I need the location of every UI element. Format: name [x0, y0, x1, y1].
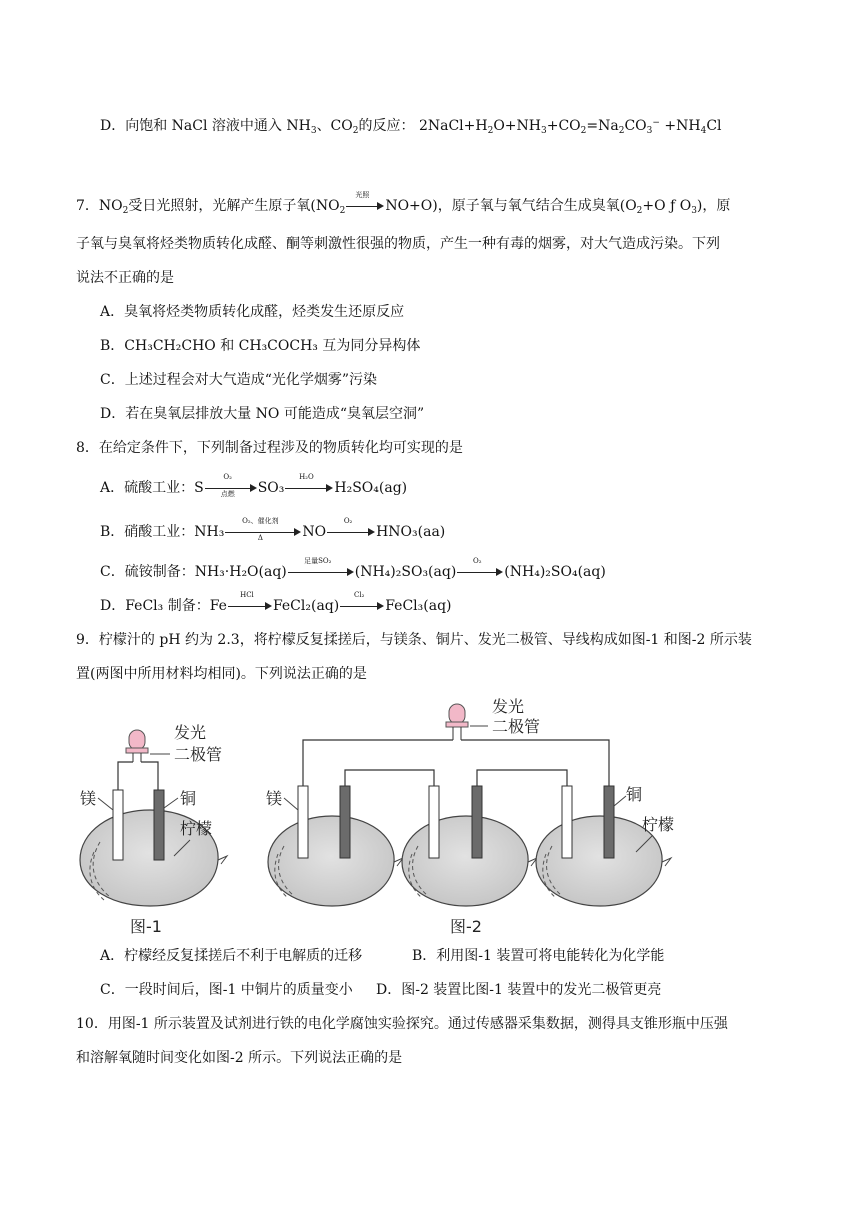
led-icon: [446, 704, 468, 740]
cu-electrode: [154, 790, 164, 860]
fig2-mg-label: 镁: [266, 789, 283, 808]
led2-label-2: 二极管: [492, 717, 541, 736]
q8-option-a: A．硫酸工业：S O₂ 点燃 SO₃ H₂O H₂SO₄(ag): [100, 473, 408, 498]
ozone-eq: $O_2+O$ ƒ $O_3$: [625, 198, 697, 216]
q9-option-b: B．利用图-1 装置可将电能转化为化学能: [412, 948, 665, 964]
lemon-label: 柠檬: [180, 819, 213, 838]
led-label-2: 二极管: [174, 745, 223, 764]
led2-label-1: 发光: [492, 697, 525, 716]
fig2-lemon-label: 柠檬: [642, 815, 675, 834]
q10-line1: 10．用图-1 所示装置及试剂进行铁的电化学腐蚀实验探究。通过传感器采集数据，测得具支锥形瓶中压强: [76, 1016, 728, 1032]
q9-option-d: D．图-2 装置比图-1 装置中的发光二极管更亮: [376, 982, 662, 998]
mg-label: 镁: [80, 789, 97, 808]
q9-option-c: C．一段时间后，图-1 中铜片的质量变小: [100, 982, 353, 998]
q9-line1: 9．柠檬汁的 pH 约为 2.3，将柠檬反复揉搓后，与镁条、铜片、发光二极管、导线构成如图-1 和图-2 所示装: [76, 632, 752, 648]
q9-line2: 置(两图中所用材料均相同)。下列说法正确的是: [76, 666, 367, 682]
q8-stem: 8．在给定条件下，下列制备过程涉及的物质转化均可实现的是: [76, 440, 463, 456]
fig2-caption: 图-2: [450, 917, 482, 936]
fig2-cu-label: 铜: [626, 785, 643, 804]
cu-label: 铜: [180, 789, 197, 808]
q8-option-c: C．硫铵制备：NH₃·H₂O(aq) 足量SO₂ (NH₄)₂SO₃(aq) O₂ (NH₄)₂SO₄(aq): [100, 557, 606, 580]
q6-equation: $2NaCl+H_2O+NH_3+CO_2=Na_2CO_3^- +NH_4Cl$: [418, 118, 722, 136]
q9-figure: [70, 692, 790, 940]
q7-option-c: C．上述过程会对大气造成“光化学烟雾”污染: [100, 372, 378, 388]
q6-option-d: D．向饱和 NaCl 溶液中通入 $NH_3$、$CO_2$的反应： $2NaCl+H_2O+NH_3+CO_2=Na_2CO_3^- +NH_4Cl$: [100, 118, 722, 136]
led-icon: [126, 730, 148, 762]
q8-option-d: D．FeCl₃ 制备：Fe HCl FeCl₂(aq) Cl₂ FeCl₃(aq): [100, 591, 452, 614]
q7-line3: 说法不正确的是: [76, 270, 174, 286]
q8-option-b: B．硝酸工业：NH₃ O₂、催化剂 Δ NO O₂ HNO₃(aa): [100, 517, 446, 542]
q7-line1: 7．$NO_2$受日光照射，光解产生原子氧($NO_2$ 光照 NO+O)，原子氧与氧气结合生成臭氧($O_2+O$ ƒ $O_3$)，原: [76, 191, 731, 216]
q7-line2: 子氧与臭氧将烃类物质转化成醛、酮等刺激性很强的物质，产生一种有毒的烟雾，对大气造成污染。下列: [76, 236, 720, 252]
q7-option-d: D．若在臭氧层排放大量 NO 可能造成“臭氧层空洞”: [100, 406, 425, 422]
fig2: [266, 697, 674, 936]
q10-line2: 和溶解氧随时间变化如图-2 所示。下列说法正确的是: [76, 1050, 403, 1066]
fig1: [80, 723, 227, 936]
photolysis-eq: $NO_2$ 光照 NO+O: [315, 191, 433, 216]
mg-electrode: [113, 790, 123, 860]
q7-option-b: B．CH₃CH₂CHO 和 CH₃COCH₃ 互为同分异构体: [100, 338, 421, 354]
q7-option-a: A．臭氧将烃类物质转化成醛，烃类发生还原反应: [100, 304, 405, 320]
fig1-caption: 图-1: [130, 917, 162, 936]
led-label-1: 发光: [174, 723, 207, 742]
q9-option-a: A．柠檬经反复揉搓后不利于电解质的迁移: [100, 948, 363, 964]
